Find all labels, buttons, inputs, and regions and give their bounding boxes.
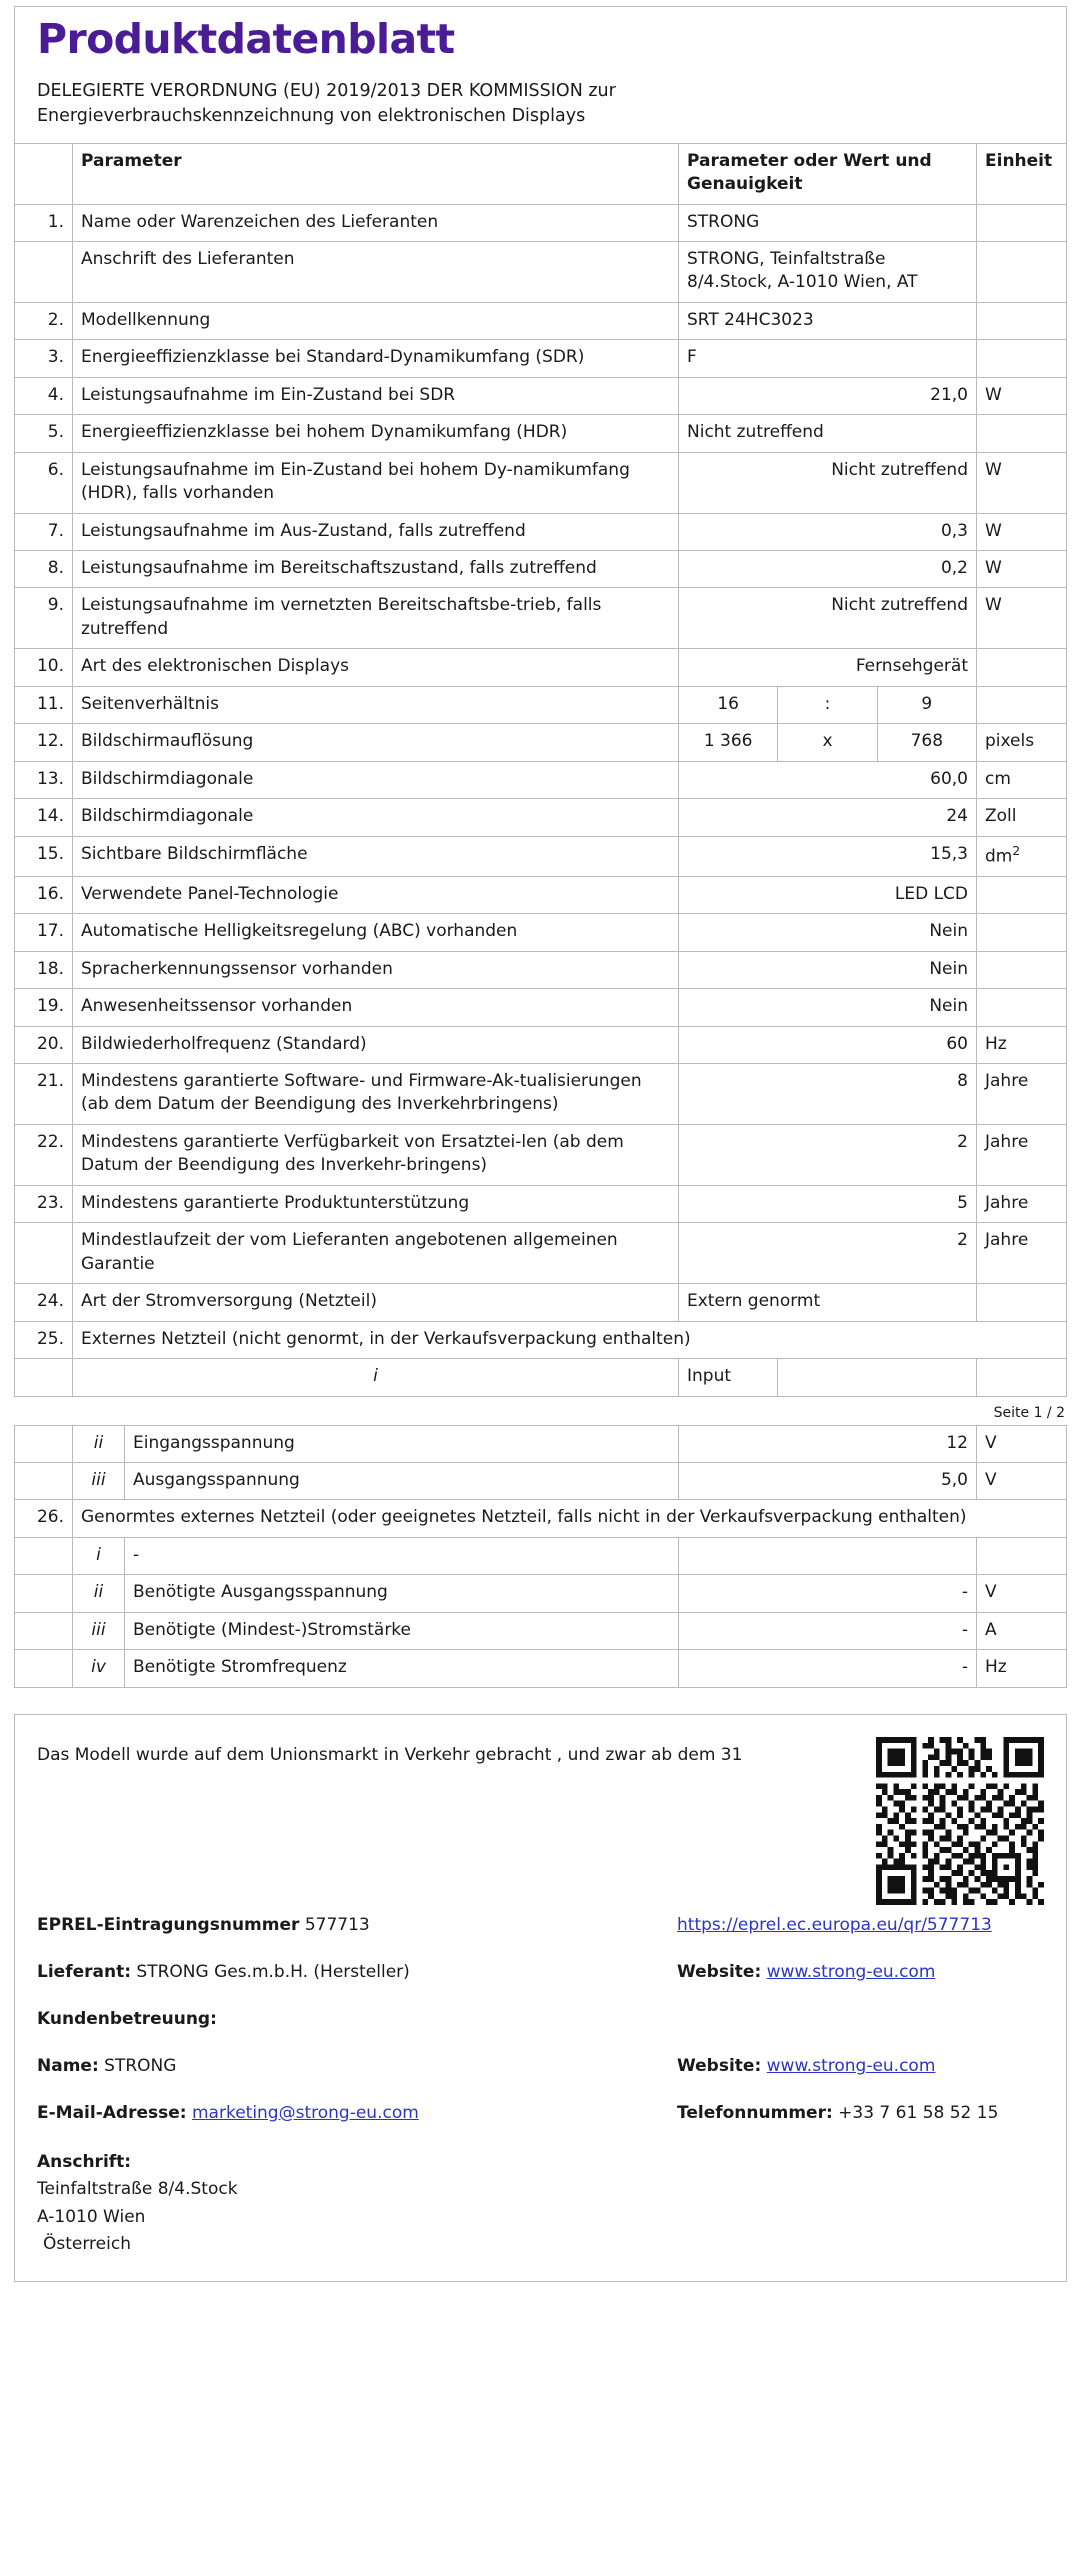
name-value: STRONG — [104, 2055, 177, 2076]
table-subrow — [15, 1463, 1067, 1500]
row-value: Nein — [679, 914, 977, 951]
table-subrow — [15, 1612, 1067, 1649]
row-parameter: Eingangsspannung — [125, 1425, 679, 1462]
row-unit — [977, 1537, 1067, 1574]
row-roman-index: iv — [73, 1650, 125, 1687]
row-parameter: Leistungsaufnahme im Ein-Zustand bei hohem Dy-namikumfang (HDR), falls vorhanden — [73, 452, 679, 513]
row-number: 18. — [15, 951, 73, 988]
table-subrow — [15, 1359, 1067, 1396]
table-row — [15, 452, 1067, 513]
row-value — [778, 1359, 977, 1396]
address-block — [33, 2149, 1048, 2259]
website-label: Website: — [677, 1961, 762, 1982]
row-parameter: Seitenverhältnis — [73, 686, 679, 723]
table-row — [15, 588, 1067, 649]
supplier-value: STRONG Ges.m.b.H. (Hersteller) — [136, 1961, 410, 1982]
row-value: 24 — [679, 799, 977, 836]
table-header-row — [15, 143, 1067, 204]
table-subrow — [15, 1650, 1067, 1687]
row-parameter: Leistungsaufnahme im Aus-Zustand, falls zutreffend — [73, 513, 679, 550]
row-parameter: Anwesenheitssensor vorhanden — [73, 989, 679, 1026]
page-title: Produktdatenblatt — [37, 15, 455, 63]
address-label: Anschrift: — [37, 2151, 132, 2172]
parameter-table-continued — [14, 1425, 1067, 1688]
row-number — [15, 1223, 73, 1284]
row-value: Fernsehgerät — [679, 649, 977, 686]
row-number: 24. — [15, 1284, 73, 1321]
email-label: E-Mail-Adresse: — [37, 2102, 187, 2123]
row-number: 20. — [15, 1026, 73, 1063]
row-section-title: Externes Netzteil (nicht genormt, in der Verkaufsverpackung enthalten) — [73, 1321, 1067, 1358]
row-number: 17. — [15, 914, 73, 951]
table-section-row — [15, 1500, 1067, 1537]
document-subtitle — [37, 79, 1044, 129]
table-row — [15, 836, 1067, 876]
row-value: - — [679, 1575, 977, 1612]
row-value: 2 — [679, 1223, 977, 1284]
header-value: Parameter oder Wert und Genauigkeit — [679, 143, 977, 204]
header-parameter: Parameter — [73, 143, 679, 204]
table-row — [15, 761, 1067, 798]
row-unit — [977, 876, 1067, 913]
row-number: 13. — [15, 761, 73, 798]
row-number — [15, 1425, 73, 1462]
row-unit — [977, 951, 1067, 988]
name-row — [37, 2056, 677, 2076]
eprel-value: 577713 — [304, 1914, 370, 1935]
row-unit — [977, 914, 1067, 951]
row-unit: W — [977, 513, 1067, 550]
row-unit — [977, 989, 1067, 1026]
row-parameter: Art der Stromversorgung (Netzteil) — [73, 1284, 679, 1321]
table-row — [15, 724, 1067, 761]
row-parameter: Bildschirmdiagonale — [73, 761, 679, 798]
row-unit: Zoll — [977, 799, 1067, 836]
row-section-title: Genormtes externes Netzteil (oder geeignetes Netzteil, falls nicht in der Verkaufsverpackung enthalten) — [73, 1500, 1067, 1537]
row-unit — [977, 241, 1067, 302]
row-number: 16. — [15, 876, 73, 913]
row-value: 5 — [679, 1185, 977, 1222]
table-section-row — [15, 1321, 1067, 1358]
table-row — [15, 513, 1067, 550]
row-parameter: Sichtbare Bildschirmfläche — [73, 836, 679, 876]
row-value: 60,0 — [679, 761, 977, 798]
website-link[interactable]: www.strong-eu.com — [766, 1961, 936, 1982]
table-row — [15, 340, 1067, 377]
row-number — [15, 1612, 73, 1649]
support-spacer — [677, 2009, 1048, 2029]
row-unit: $dm^2$ — [977, 836, 1067, 876]
row-parameter: Benötigte Ausgangsspannung — [125, 1575, 679, 1612]
website2-label: Website: — [677, 2055, 762, 2076]
row-parameter: Ausgangsspannung — [125, 1463, 679, 1500]
row-number: 3. — [15, 340, 73, 377]
row-unit — [977, 686, 1067, 723]
table-row — [15, 686, 1067, 723]
row-unit: W — [977, 588, 1067, 649]
row-number — [15, 1463, 73, 1500]
row-value: STRONG, Teinfaltstraße 8/4.Stock, A-1010 Wien, AT — [679, 241, 977, 302]
row-parameter: Mindestens garantierte Produktunterstützung — [73, 1185, 679, 1222]
row-unit: W — [977, 551, 1067, 588]
table-subrow — [15, 1537, 1067, 1574]
row-parameter: Modellkennung — [73, 302, 679, 339]
row-value: Nicht zutreffend — [679, 452, 977, 513]
row-number: 9. — [15, 588, 73, 649]
table-row — [15, 989, 1067, 1026]
contact-info-grid — [33, 1915, 1048, 2123]
support-heading — [37, 2009, 677, 2029]
row-roman-index: ii — [73, 1575, 125, 1612]
row-unit: V — [977, 1425, 1067, 1462]
row-unit: Jahre — [977, 1064, 1067, 1125]
subtitle-line-2: Energieverbrauchskennzeichnung von elektronischen Displays — [37, 105, 586, 126]
support-label: Kundenbetreuung: — [37, 2008, 217, 2029]
table-row — [15, 1064, 1067, 1125]
market-placement-text: Das Modell wurde auf dem Unionsmarkt in Verkehr gebracht , und zwar ab dem 31 — [37, 1744, 743, 1765]
row-number: 1. — [15, 204, 73, 241]
table-row — [15, 914, 1067, 951]
supplier-row — [37, 1962, 677, 1982]
row-number: 2. — [15, 302, 73, 339]
row-value: 60 — [679, 1026, 977, 1063]
row-value: 5,0 — [679, 1463, 977, 1500]
website2-link[interactable]: www.strong-eu.com — [766, 2055, 936, 2076]
row-number: 5. — [15, 415, 73, 452]
table-row — [15, 1223, 1067, 1284]
row-value: 12 — [679, 1425, 977, 1462]
row-unit: Jahre — [977, 1185, 1067, 1222]
website2-row — [677, 2056, 1048, 2076]
row-value: 21,0 — [679, 377, 977, 414]
row-parameter: Art des elektronischen Displays — [73, 649, 679, 686]
table-row — [15, 1185, 1067, 1222]
row-unit — [977, 1284, 1067, 1321]
row-value: Nicht zutreffend — [679, 588, 977, 649]
table-row — [15, 204, 1067, 241]
row-unit — [977, 340, 1067, 377]
row-parameter: Verwendete Panel-Technologie — [73, 876, 679, 913]
row-roman-index: iii — [73, 1463, 125, 1500]
row-value: LED LCD — [679, 876, 977, 913]
row-number — [15, 241, 73, 302]
row-unit: Hz — [977, 1026, 1067, 1063]
row-unit: Hz — [977, 1650, 1067, 1687]
row-unit: W — [977, 377, 1067, 414]
table-row — [15, 241, 1067, 302]
phone-value: +33 7 61 58 52 15 — [838, 2102, 999, 2123]
row-parameter: - — [125, 1537, 679, 1574]
row-number — [15, 1575, 73, 1612]
row-parameter: Mindestlaufzeit der vom Lieferanten angebotenen allgemeinen Garantie — [73, 1223, 679, 1284]
row-number: 15. — [15, 836, 73, 876]
table-row — [15, 951, 1067, 988]
row-value-b: 9 — [877, 686, 976, 723]
page-indicator: Seite 1 / 2 — [993, 1404, 1065, 1421]
row-value: - — [679, 1650, 977, 1687]
qr-code-icon — [876, 1737, 1044, 1905]
document-header — [14, 6, 1067, 143]
table-row — [15, 876, 1067, 913]
row-parameter: Bildschirmauflösung — [73, 724, 679, 761]
phone-label: Telefonnummer: — [677, 2102, 833, 2123]
row-number: 26. — [15, 1500, 73, 1537]
email-row — [37, 2103, 677, 2123]
eprel-url-link[interactable]: https://eprel.ec.europa.eu/qr/577713 — [677, 1914, 992, 1935]
row-unit: W — [977, 452, 1067, 513]
row-unit: pixels — [977, 724, 1067, 761]
name-label: Name: — [37, 2055, 99, 2076]
row-number: 25. — [15, 1321, 73, 1358]
row-parameter: Mindestens garantierte Verfügbarkeit von Ersatztei-len (ab dem Datum der Beendigung des Inverkehr-bringens) — [73, 1124, 679, 1185]
website-row — [677, 1962, 1048, 1982]
row-parameter: Leistungsaufnahme im Bereitschaftszustand, falls zutreffend — [73, 551, 679, 588]
row-value: STRONG — [679, 204, 977, 241]
row-parameter: Benötigte (Mindest-)Stromstärke — [125, 1612, 679, 1649]
row-parameter: Leistungsaufnahme im Ein-Zustand bei SDR — [73, 377, 679, 414]
row-parameter: Name oder Warenzeichen des Lieferanten — [73, 204, 679, 241]
product-datasheet-page — [0, 6, 1081, 2566]
row-number: 14. — [15, 799, 73, 836]
row-value: Nicht zutreffend — [679, 415, 977, 452]
table-row — [15, 1284, 1067, 1321]
row-parameter: Input — [679, 1359, 778, 1396]
table-subrow — [15, 1425, 1067, 1462]
row-number: 8. — [15, 551, 73, 588]
row-parameter: Mindestens garantierte Software- und Firmware-Ak-tualisierungen (ab dem Datum der Beendigung des Inverkehrbringens) — [73, 1064, 679, 1125]
row-unit — [977, 649, 1067, 686]
address-line-3: Österreich — [43, 2234, 131, 2255]
row-number — [15, 1537, 73, 1574]
row-number: 10. — [15, 649, 73, 686]
parameter-table — [14, 143, 1067, 1397]
row-parameter: Bildschirmdiagonale — [73, 799, 679, 836]
row-number: 7. — [15, 513, 73, 550]
row-unit: cm — [977, 761, 1067, 798]
row-number: 12. — [15, 724, 73, 761]
row-value: Extern genormt — [679, 1284, 977, 1321]
row-number: 4. — [15, 377, 73, 414]
row-number — [15, 1650, 73, 1687]
row-number: 6. — [15, 452, 73, 513]
row-number: 23. — [15, 1185, 73, 1222]
table-row — [15, 649, 1067, 686]
row-unit: V — [977, 1463, 1067, 1500]
row-number: 21. — [15, 1064, 73, 1125]
row-value: 15,3 — [679, 836, 977, 876]
row-value-b: 768 — [877, 724, 976, 761]
row-unit: A — [977, 1612, 1067, 1649]
row-unit: Jahre — [977, 1124, 1067, 1185]
row-roman-index: i — [73, 1359, 679, 1396]
eprel-url-cell — [677, 1915, 1048, 1935]
row-value-a: 16 — [679, 686, 778, 723]
table-row — [15, 799, 1067, 836]
row-unit — [977, 1359, 1067, 1396]
table-row — [15, 415, 1067, 452]
row-parameter: Energieeffizienzklasse bei Standard-Dynamikumfang (SDR) — [73, 340, 679, 377]
parameter-table-continued-container — [14, 1425, 1067, 1688]
table-row — [15, 377, 1067, 414]
row-parameter: Automatische Helligkeitsregelung (ABC) vorhanden — [73, 914, 679, 951]
address-line-2: A-1010 Wien — [37, 2206, 146, 2227]
footer-panel — [14, 1714, 1067, 2282]
row-parameter: Leistungsaufnahme im vernetzten Bereitschaftsbe-trieb, falls zutreffend — [73, 588, 679, 649]
row-value: F — [679, 340, 977, 377]
row-unit: Jahre — [977, 1223, 1067, 1284]
row-parameter: Benötigte Stromfrequenz — [125, 1650, 679, 1687]
row-unit — [977, 415, 1067, 452]
row-value: 8 — [679, 1064, 977, 1125]
table-row — [15, 551, 1067, 588]
row-unit — [977, 204, 1067, 241]
row-roman-index: i — [73, 1537, 125, 1574]
table-row — [15, 302, 1067, 339]
address-line-1: Teinfaltstraße 8/4.Stock — [37, 2179, 238, 2200]
row-value — [679, 1537, 977, 1574]
row-value: 0,2 — [679, 551, 977, 588]
row-parameter: Anschrift des Lieferanten — [73, 241, 679, 302]
row-number: 11. — [15, 686, 73, 723]
row-parameter: Energieeffizienzklasse bei hohem Dynamikumfang (HDR) — [73, 415, 679, 452]
row-value-separator: x — [778, 724, 877, 761]
email-link[interactable]: marketing@strong-eu.com — [191, 2102, 419, 2123]
row-parameter: Spracherkennungssensor vorhanden — [73, 951, 679, 988]
row-number: 19. — [15, 989, 73, 1026]
table-row — [15, 1026, 1067, 1063]
row-number — [15, 1359, 73, 1396]
eprel-label: EPREL-Eintragungsnummer — [37, 1914, 300, 1935]
row-value-a: 1 366 — [679, 724, 778, 761]
header-unit: Einheit — [977, 143, 1067, 204]
subtitle-line-1: DELEGIERTE VERORDNUNG (EU) 2019/2013 DER KOMMISSION zur — [37, 80, 616, 101]
table-subrow — [15, 1575, 1067, 1612]
row-value: SRT 24HC3023 — [679, 302, 977, 339]
row-roman-index: iii — [73, 1612, 125, 1649]
table-row — [15, 1124, 1067, 1185]
row-value-separator: : — [778, 686, 877, 723]
row-unit: V — [977, 1575, 1067, 1612]
row-number: 22. — [15, 1124, 73, 1185]
row-value: Nein — [679, 989, 977, 1026]
row-roman-index: ii — [73, 1425, 125, 1462]
phone-row — [677, 2103, 1048, 2123]
eprel-registration — [37, 1915, 677, 1935]
row-value: 0,3 — [679, 513, 977, 550]
parameter-table-container — [14, 143, 1067, 1397]
header-number — [15, 143, 73, 204]
row-value: Nein — [679, 951, 977, 988]
row-parameter: Bildwiederholfrequenz (Standard) — [73, 1026, 679, 1063]
row-value: - — [679, 1612, 977, 1649]
row-unit — [977, 302, 1067, 339]
row-value: 2 — [679, 1124, 977, 1185]
supplier-label: Lieferant: — [37, 1961, 131, 1982]
